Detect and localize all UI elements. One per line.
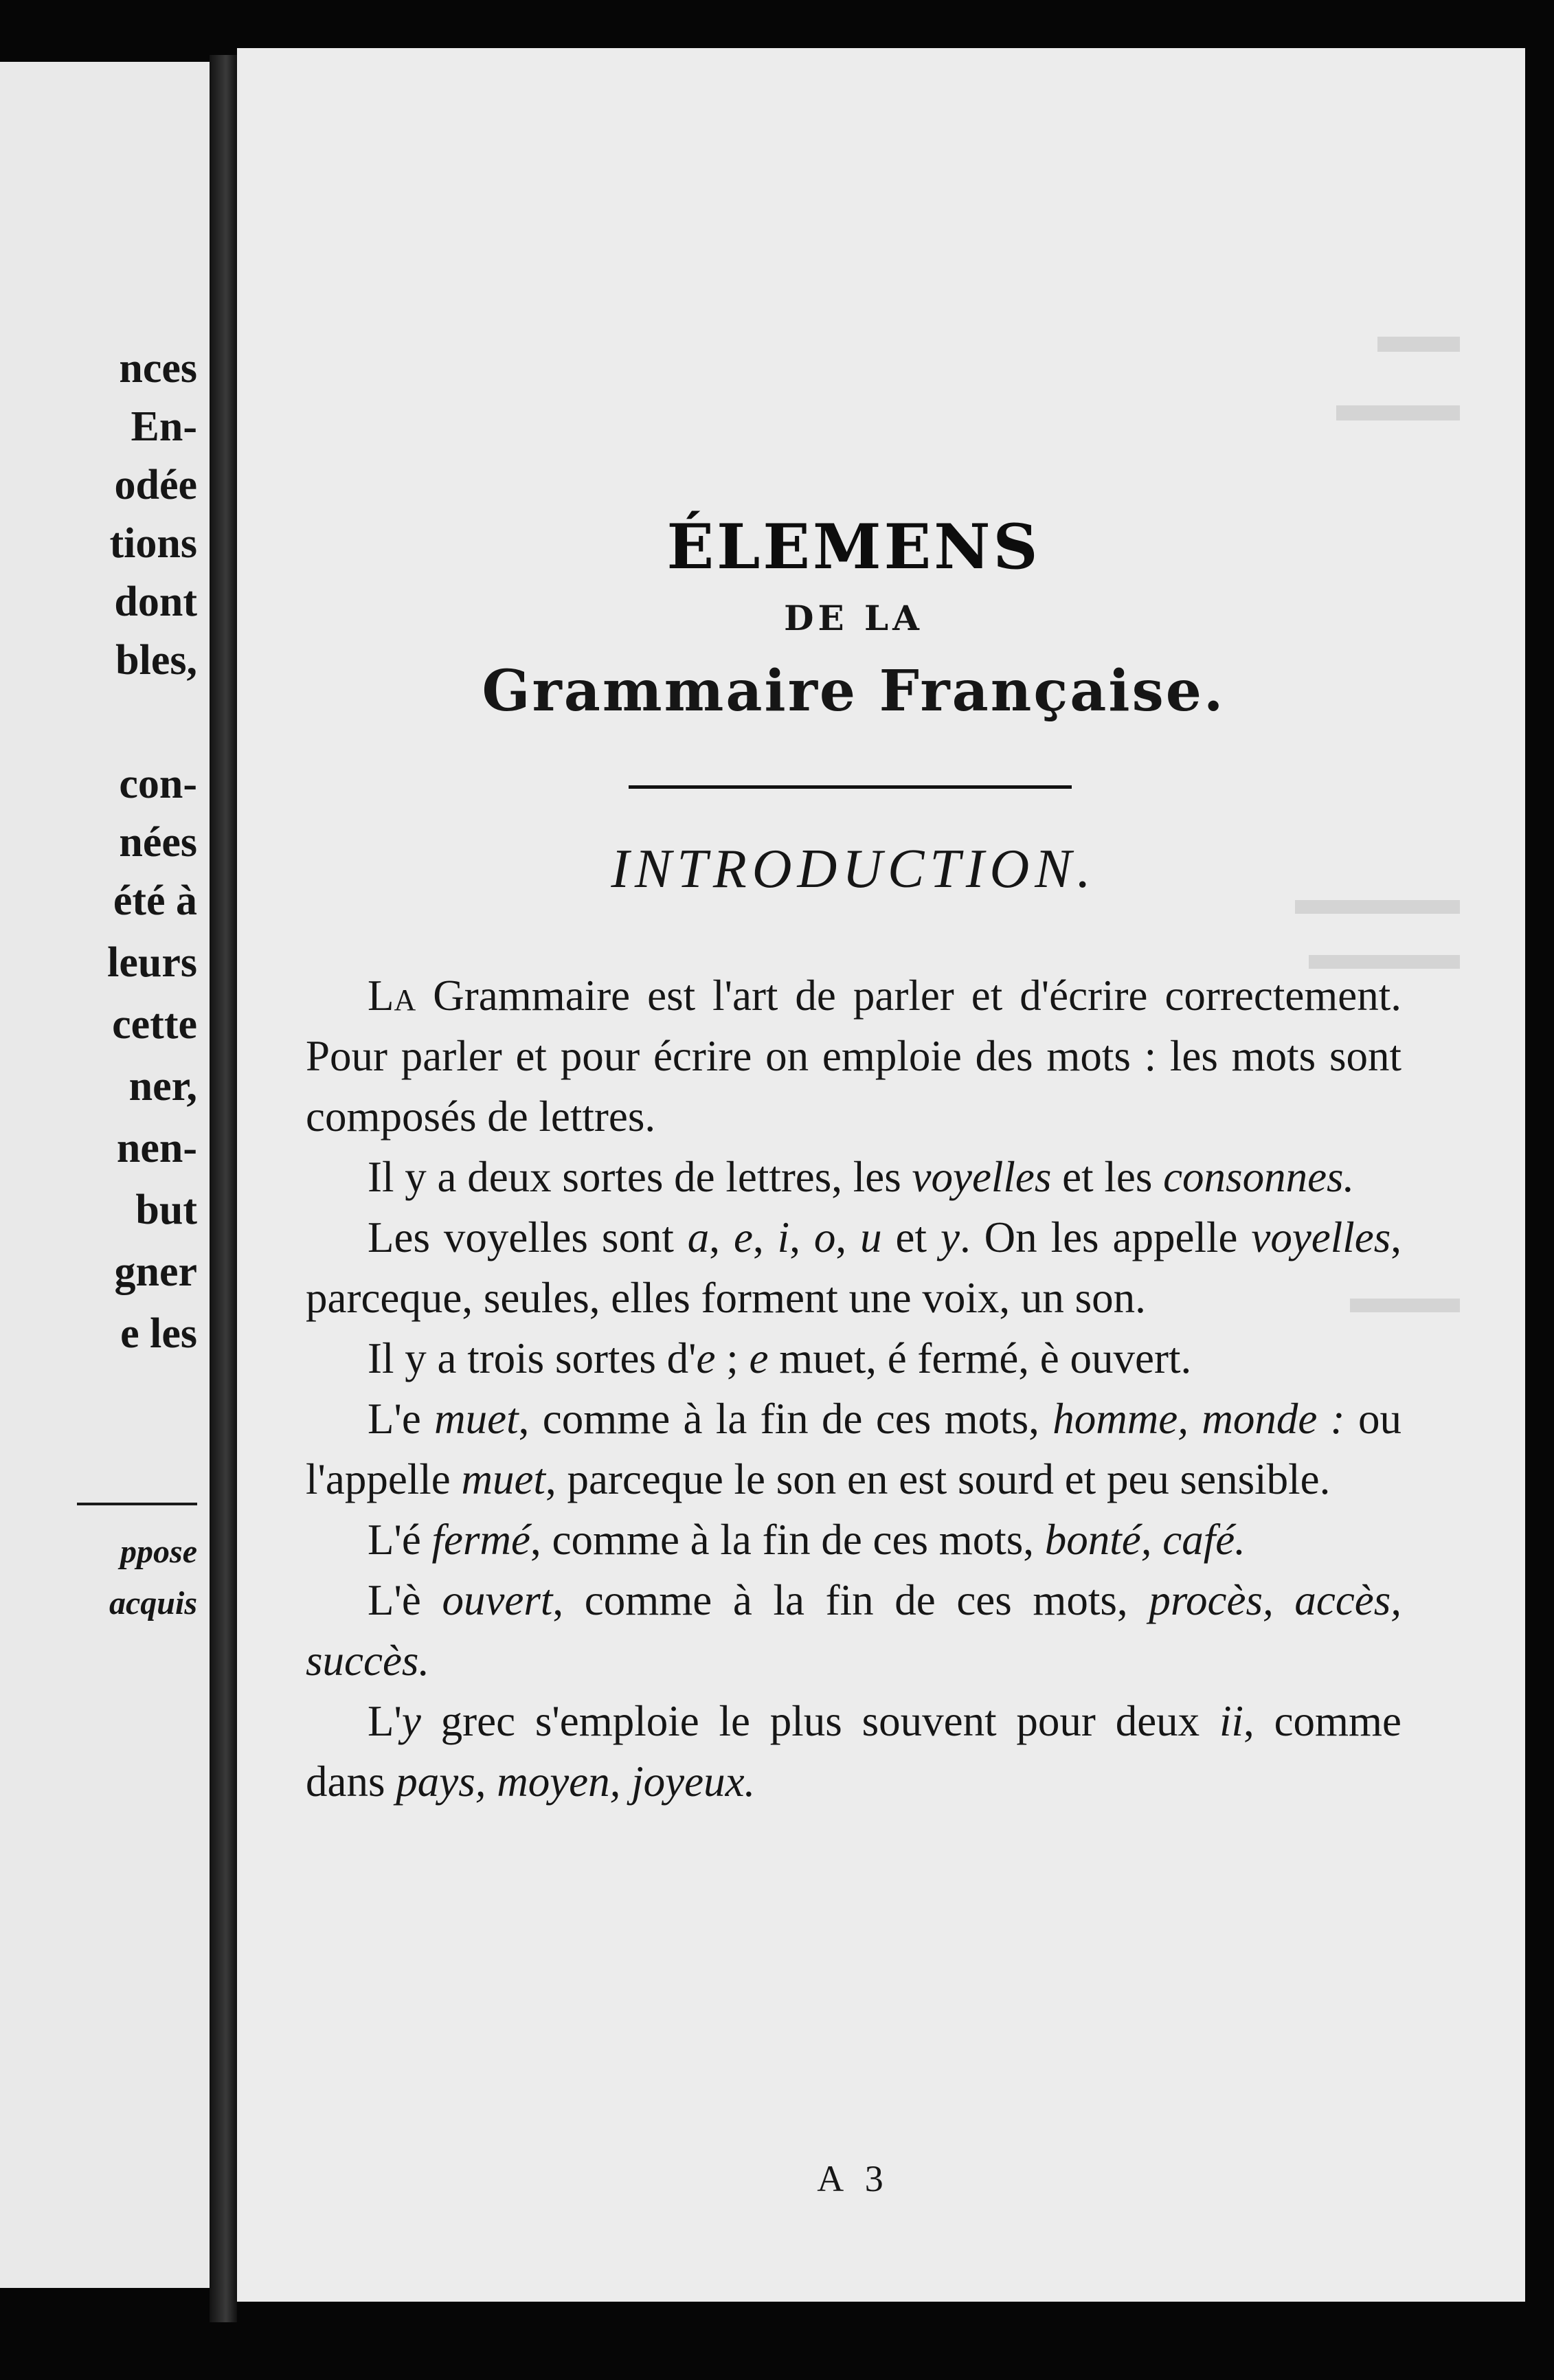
- italic-term: ii: [1219, 1697, 1244, 1745]
- lead-word: La: [368, 972, 416, 1020]
- paragraph: [306, 1389, 1401, 1509]
- italic-term: bonté, café.: [1044, 1516, 1246, 1564]
- left-fragment: but: [135, 1187, 197, 1233]
- italic-term: o: [813, 1213, 836, 1261]
- italic-term: procès, accès, succès.: [306, 1576, 1402, 1685]
- text-run: . On les appelle: [959, 1213, 1238, 1261]
- left-fragment: été à: [113, 877, 197, 924]
- paragraph: [306, 1691, 1401, 1812]
- text-run: Il y a trois sortes d': [368, 1334, 697, 1382]
- book-page: [237, 48, 1525, 2302]
- text-run: L'é: [368, 1516, 421, 1564]
- paragraph: [306, 1570, 1401, 1691]
- italic-term: voyelles: [1251, 1213, 1391, 1261]
- italic-term: muet: [434, 1395, 519, 1443]
- left-footnote-fragment: ppose: [120, 1534, 197, 1570]
- text-run: muet, é fermé, è ouvert.: [779, 1334, 1192, 1382]
- italic-term: e: [734, 1213, 753, 1261]
- italic-term: ouvert: [442, 1576, 553, 1624]
- section-title: INTRODUCTION.: [611, 839, 1096, 899]
- paragraph: [306, 965, 1401, 1147]
- left-fragment: dont: [114, 579, 197, 625]
- page-subtitle: DE LA: [784, 598, 923, 638]
- left-fragment: nen-: [116, 1125, 197, 1171]
- text-run: , parceque, seules, elles forment une voix, un son.: [306, 1213, 1401, 1322]
- italic-term: pays, moyen, joyeux.: [396, 1758, 756, 1806]
- text-run: , comme dans: [306, 1697, 1402, 1806]
- text-run: ;: [726, 1334, 739, 1382]
- left-fragment: gner: [114, 1248, 197, 1295]
- previous-page-fragment: [0, 62, 210, 2288]
- italic-term: y: [401, 1697, 421, 1745]
- italic-term: consonnes.: [1163, 1153, 1355, 1201]
- paragraph: [306, 1328, 1401, 1389]
- left-fragment: ner,: [128, 1063, 197, 1110]
- left-fragment: tions: [109, 520, 197, 567]
- text-run: Grammaire est l'art de parler et d'écrire correctement. Pour parler et pour écrire on emploie des mots : les mots sont composés de lettres.: [306, 972, 1402, 1141]
- text-run: , comme à la fin de ces mots,: [518, 1395, 1039, 1443]
- text-run: et les: [1062, 1153, 1153, 1201]
- text-run: Il y a deux sortes de lettres, les: [368, 1153, 901, 1201]
- text-run: L'è: [368, 1576, 421, 1624]
- left-divider: [77, 1503, 197, 1505]
- paragraph: [306, 1147, 1401, 1207]
- page-subtitle-blackletter: Grammaire Française.: [482, 658, 1226, 724]
- text-run: ou l'appelle: [306, 1395, 1401, 1503]
- text-run: L': [368, 1697, 402, 1745]
- italic-term: u: [860, 1213, 882, 1261]
- italic-term: y: [940, 1213, 960, 1261]
- left-fragment: bles,: [115, 637, 197, 684]
- title-divider: [629, 785, 1072, 789]
- left-fragment: nces: [119, 345, 197, 392]
- left-fragment: cette: [112, 1001, 197, 1048]
- italic-term: voyelles: [912, 1153, 1052, 1201]
- page-title: ÉLEMENS: [666, 510, 1041, 583]
- left-footnote-fragment: acquis: [109, 1585, 197, 1621]
- left-fragment: odée: [114, 462, 197, 508]
- book-gutter: [210, 55, 237, 2322]
- italic-term: fermé: [431, 1516, 530, 1564]
- signature-mark: A 3: [817, 2158, 890, 2199]
- body-text: [306, 965, 1401, 1812]
- italic-term: e: [749, 1334, 769, 1382]
- text-run: Les voyelles sont: [368, 1213, 674, 1261]
- paragraph: Les voyelles sont a, e, i, o, u et y. On les appelle voyelles, parceque, seules, elles forment une voix, un son.: [306, 1213, 1401, 1322]
- left-fragment: con-: [119, 761, 197, 807]
- left-fragment: nées: [119, 819, 197, 866]
- italic-term: i: [777, 1213, 790, 1261]
- left-fragment: En-: [131, 403, 197, 450]
- italic-term: muet: [461, 1455, 545, 1503]
- text-run: , parceque le son en est sourd et peu sensible.: [545, 1455, 1331, 1503]
- italic-term: e: [696, 1334, 716, 1382]
- text-run: , comme à la fin de ces mots,: [530, 1516, 1035, 1564]
- italic-term: a: [687, 1213, 710, 1261]
- left-fragment: e les: [120, 1310, 197, 1357]
- paragraph: [306, 1509, 1401, 1570]
- text-run: L'e: [368, 1395, 421, 1443]
- text-run: et: [895, 1213, 927, 1261]
- text-run: grec s'emploie le plus souvent pour deux: [440, 1697, 1200, 1745]
- left-fragment: leurs: [107, 939, 197, 986]
- text-run: , comme à la fin de ces mots,: [552, 1576, 1128, 1624]
- italic-term: homme, monde :: [1052, 1395, 1345, 1443]
